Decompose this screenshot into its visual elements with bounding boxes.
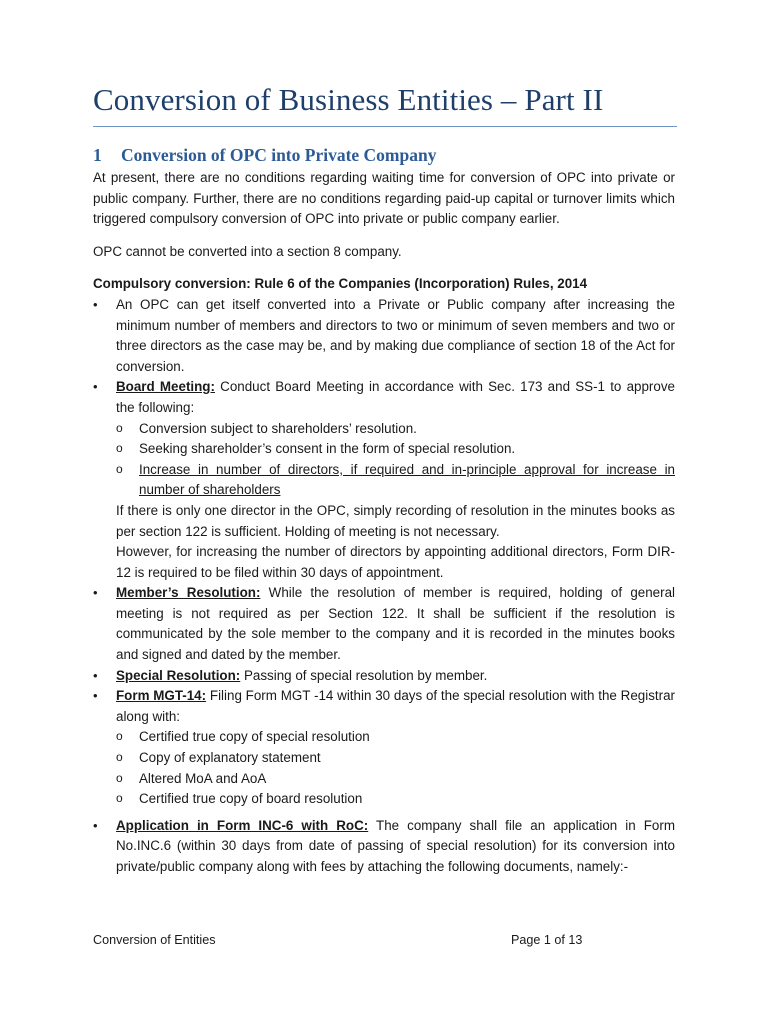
paragraph-text: If there is only one director in the OPC, simply recording of resolution in the minutes books as per section 122 is sufficient. Holding of meeting is not necessary.	[116, 502, 675, 539]
circle-bullet-icon: o	[116, 791, 123, 806]
body-text	[93, 168, 675, 878]
sub-list-item	[116, 419, 675, 440]
page-number: Page 1 of 13	[511, 933, 583, 947]
bullet-icon: •	[93, 667, 98, 683]
list-item-text: The company shall file an application in Form No.INC.6 (within 30 days from date of passing of special resolution) for its conversion into private/public company along with fees by attaching the following documents, namely:-	[116, 817, 675, 874]
note-paragraph: OPC cannot be converted into a section 8 company.	[93, 243, 402, 259]
continuation-paragraph	[93, 501, 675, 542]
bullet-list	[93, 501, 675, 728]
sub-list-item	[116, 460, 675, 501]
bullet-list	[93, 295, 675, 419]
sub-list	[93, 419, 675, 501]
sub-list	[93, 727, 675, 809]
list-item-label: Board Meeting:	[116, 379, 215, 395]
bullet-list	[93, 816, 675, 878]
intro-paragraph: At present, there are no conditions regarding waiting time for conversion of OPC into private or public company. Further, there are no conditions regarding paid-up capital or turnover limits which triggered compulsory conversion of OPC into private or public company earlier.	[93, 170, 675, 227]
circle-bullet-icon: o	[116, 461, 123, 476]
circle-bullet-icon: o	[116, 441, 123, 456]
paragraph-text: However, for increasing the number of directors by appointing additional directors, Form DIR-12 is required to be filed within 30 days of appointment.	[116, 544, 675, 580]
list-item-text: An OPC can get itself converted into a Private or Public company after increasing the minimum number of members and directors to two or minimum of seven members and two or three directors as the case may be, and by making due compliance of section 18 of the Act for conversion.	[116, 296, 675, 374]
continuation-paragraph	[93, 542, 675, 583]
sub-list-item-text: Conversion subject to shareholders’ resolution.	[139, 420, 417, 436]
circle-bullet-icon: o	[116, 729, 123, 744]
list-item-text: Conduct Board Meeting in accordance with Sec. 173 and SS-1 to approve the following:	[116, 379, 675, 415]
circle-bullet-icon: o	[116, 420, 123, 435]
sub-list-item-text: Certified true copy of special resolution	[139, 729, 370, 745]
list-item	[93, 377, 675, 418]
list-item	[93, 295, 675, 377]
title-underline	[93, 126, 677, 127]
section-heading	[93, 145, 436, 166]
sub-list-item-text: Certified true copy of board resolution	[139, 791, 363, 807]
section-number: 1	[93, 145, 102, 165]
sub-list-item-text: Increase in number of directors, if required and in-principle approval for increase in number of shareholders	[139, 461, 675, 498]
sub-list-item-text: Copy of explanatory statement	[139, 750, 321, 766]
list-item-label: Form MGT-14:	[116, 688, 207, 704]
section-heading-text: Conversion of OPC into Private Company	[121, 145, 437, 165]
list-item	[93, 583, 675, 665]
circle-bullet-icon: o	[116, 770, 123, 785]
sub-list-item	[116, 727, 675, 748]
bullet-icon: •	[93, 688, 98, 704]
list-item-label: Special Resolution:	[116, 667, 241, 683]
footer-title: Conversion of Entities	[93, 933, 216, 947]
bullet-icon: •	[93, 296, 98, 312]
sub-list-item-text: Seeking shareholder’s consent in the form of special resolution.	[139, 441, 516, 457]
sub-list-item	[116, 769, 675, 790]
sub-list-item-text: Altered MoA and AoA	[139, 770, 267, 786]
list-item-label: Member’s Resolution:	[116, 585, 261, 601]
list-item	[93, 816, 675, 878]
circle-bullet-icon: o	[116, 750, 123, 765]
subheading: Compulsory conversion: Rule 6 of the Companies (Incorporation) Rules, 2014	[93, 276, 588, 292]
list-item-text: While the resolution of member is required, holding of general meeting is not required as per Section 122. It shall be sufficient if the resolution is communicated by the sole member to the company and it is recorded in the minutes books and signed and dated by the member.	[116, 585, 675, 663]
list-item-label: Application in Form INC-6 with RoC:	[116, 817, 369, 833]
bullet-icon: •	[93, 585, 98, 601]
list-item	[93, 686, 675, 727]
document-title: Conversion of Business Entities – Part II	[93, 82, 604, 117]
bullet-icon: •	[93, 379, 98, 395]
list-item-text: Passing of special resolution by member.	[240, 667, 488, 683]
list-item-text: Filing Form MGT -14 within 30 days of the special resolution with the Registrar along with:	[116, 688, 675, 724]
sub-list-item	[116, 789, 675, 810]
list-item	[93, 666, 675, 687]
sub-list-item	[116, 748, 675, 769]
sub-list-item	[116, 439, 675, 460]
bullet-icon: •	[93, 817, 98, 833]
